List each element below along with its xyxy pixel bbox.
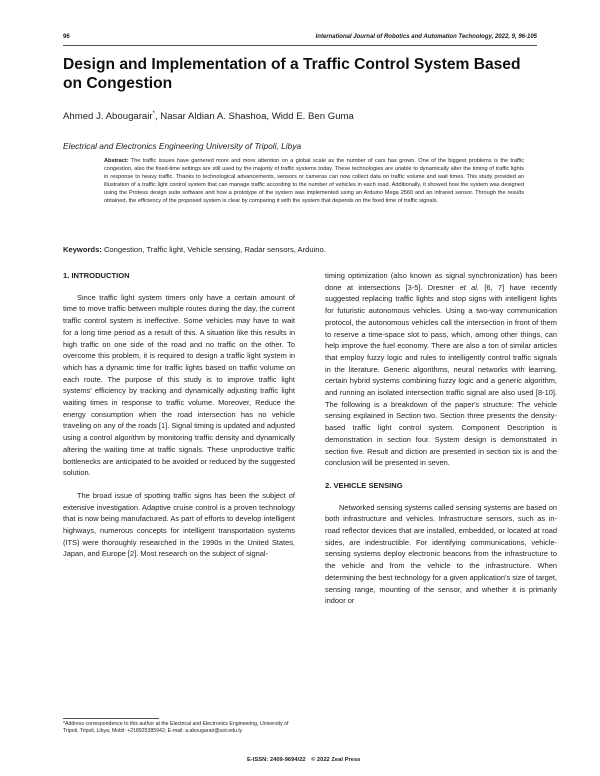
co-authors: , Nasar Aldian A. Shashoa, Widd E. Ben Guma <box>154 111 354 123</box>
keywords-text: Congestion, Traffic light, Vehicle sensing, Radar sensors, Arduino. <box>103 245 326 254</box>
keywords-label: Keywords: <box>63 245 102 254</box>
journal-citation: International Journal of Robotics and Automation Technology, 2022, 9, 96-105 <box>315 34 537 40</box>
section-heading-introduction: 1. INTRODUCTION <box>63 271 130 280</box>
right-column <box>325 270 557 607</box>
issn: E-ISSN: 2409-9694/22 <box>247 757 306 763</box>
abstract-label: Abstract: <box>104 158 129 164</box>
correspondence-mark: * <box>152 111 155 117</box>
affiliation: Electrical and Electronics Engineering University of Tripoli, Libya <box>63 141 302 151</box>
intro-paragraph-2: The broad issue of spotting traffic signs has been the subject of extensive investigation. Adaptive cruise control is a proven technology that is now being manufactured. As part of efforts to develop intelligent highways, numerous concepts for intelligent transportation systems (ITS) were thoroughly researched in the 1990s in the United States, Japan, and Europe [2]. Most research on the subject of signal- <box>63 490 295 559</box>
author-list <box>63 111 543 122</box>
footnote-rule <box>63 718 159 719</box>
section-heading-vehicle-sensing: 2. VEHICLE SENSING <box>325 480 403 490</box>
vehicle-sensing-paragraph: Networked sensing systems called sensing systems are based on both infrastructure and vehicles. Infrastructure sensors, such as in-road reflector devices that are installed, embedded, or located at road sides, are indestructible. For identifying communications, vehicle-sensing systems deploy electronic beacons from the infrastructure to the vehicle and from the vehicle to the infrastructure. When determining the best technology for a given application's size of target, sensing range, mounting of the sensor, and whether it is primarily indoor or <box>325 502 557 606</box>
header-rule <box>63 45 537 46</box>
et-al: et al. <box>459 282 479 292</box>
paper-title: Design and Implementation of a Traffic Control System Based on Congestion <box>63 56 521 92</box>
intro-paragraph-1: Since traffic light system timers only have a certain amount of time to move traffic between multiple routes during the day, the current traffic control system is ineffective. Some vehicles may have to wait for a long time period as a result of this. A situation like this results in high traffic on one side of the road and no traffic on the other. To overcome this problem, it is required to design a traffic light system in which has a dynamic time for traffic lights based on traffic volume on each route. The purpose of this study is to improve traffic light systems' efficiency by tracking and dynamically adjusting traffic light waiting times in response to traffic volume. Moreover, Reduce the energy consumption when the road intersection has no vehicle traveling on any of the roads [1]. Signal timing is updated and adjusted using a control algorithm by monitoring traffic density and dynamically altering the waiting time at traffic signals. These unproductive traffic bottlenecks are anticipated to be avoided or reduced by the suggested solution. <box>63 292 295 478</box>
left-column <box>63 270 295 560</box>
abstract <box>104 157 524 206</box>
abstract-text: The traffic issues have garnered more and more attention on a global scale as the number of cars has grown. One of the biggest problems is the traffic congestion, also the fixed-time settings are still used by the majority of traffic systems today. These technologies are unable to dynamically alter the timing of traffic lights in response to heavy traffic. Thanks to technological advancements, sensors or cameras can now collect data on traffic volume and wait times. This study provided an illustration of a traffic light control system that can manage traffic according to the number of vehicles in each road. Additionally, it showed how the system was designed using the Proteus design suite software and how a prototype of the system was implemented using an Arduino Mega 2560 and an infrared sensor. Through the results obtained, the efficiency of the proposed system is clear by comparing it with the system that depends on the fixed time of traffic signals. <box>104 158 525 205</box>
corresponding-author: Ahmed J. Abougarair <box>63 111 153 123</box>
correspondence-footnote: *Address correspondence to this author at the Electrical and Electronics Engineering, University of Tripoli, Tripoli, Libya; Mobil: +218925385942; E-mail: a.abougarair@uot.edu.ly <box>63 721 289 734</box>
keywords <box>63 245 543 254</box>
intro-paragraph-2-continued: timing optimization (also known as signal synchronization) has been done at intersections [3-5]. Dresner et al. [6, 7] have recently suggested replacing traffic lights and stop signs with intelligent lights for futuristic autonomous vehicles. Using a two-way communication protocol, the autonomous vehicles call the intersection in front of them to reserve a time-space slot to pass, which, among other things, can help improve the fuel economy. There are also a ton of similar articles that employ fuzzy logic and rules to intelligently control traffic signals in the literature. Generic algorithms, neural networks with learning, certain hybrid systems combining fuzzy logic and a generic algorithm, and running an isolated intersection traffic signal are also used [8-10]. The following is a breakdown of the paper's structure: The vehicle sensing explained in Section two. Section three presents the density-based traffic light control system. Component Description is demonstration in section four. System design is demonstrated in section five. Result and diction are presented in section six is and the conclusion will be presented in seven. <box>325 271 557 468</box>
copyright: © 2022 Zeal Press <box>311 757 361 763</box>
page-number: 96 <box>63 34 70 40</box>
